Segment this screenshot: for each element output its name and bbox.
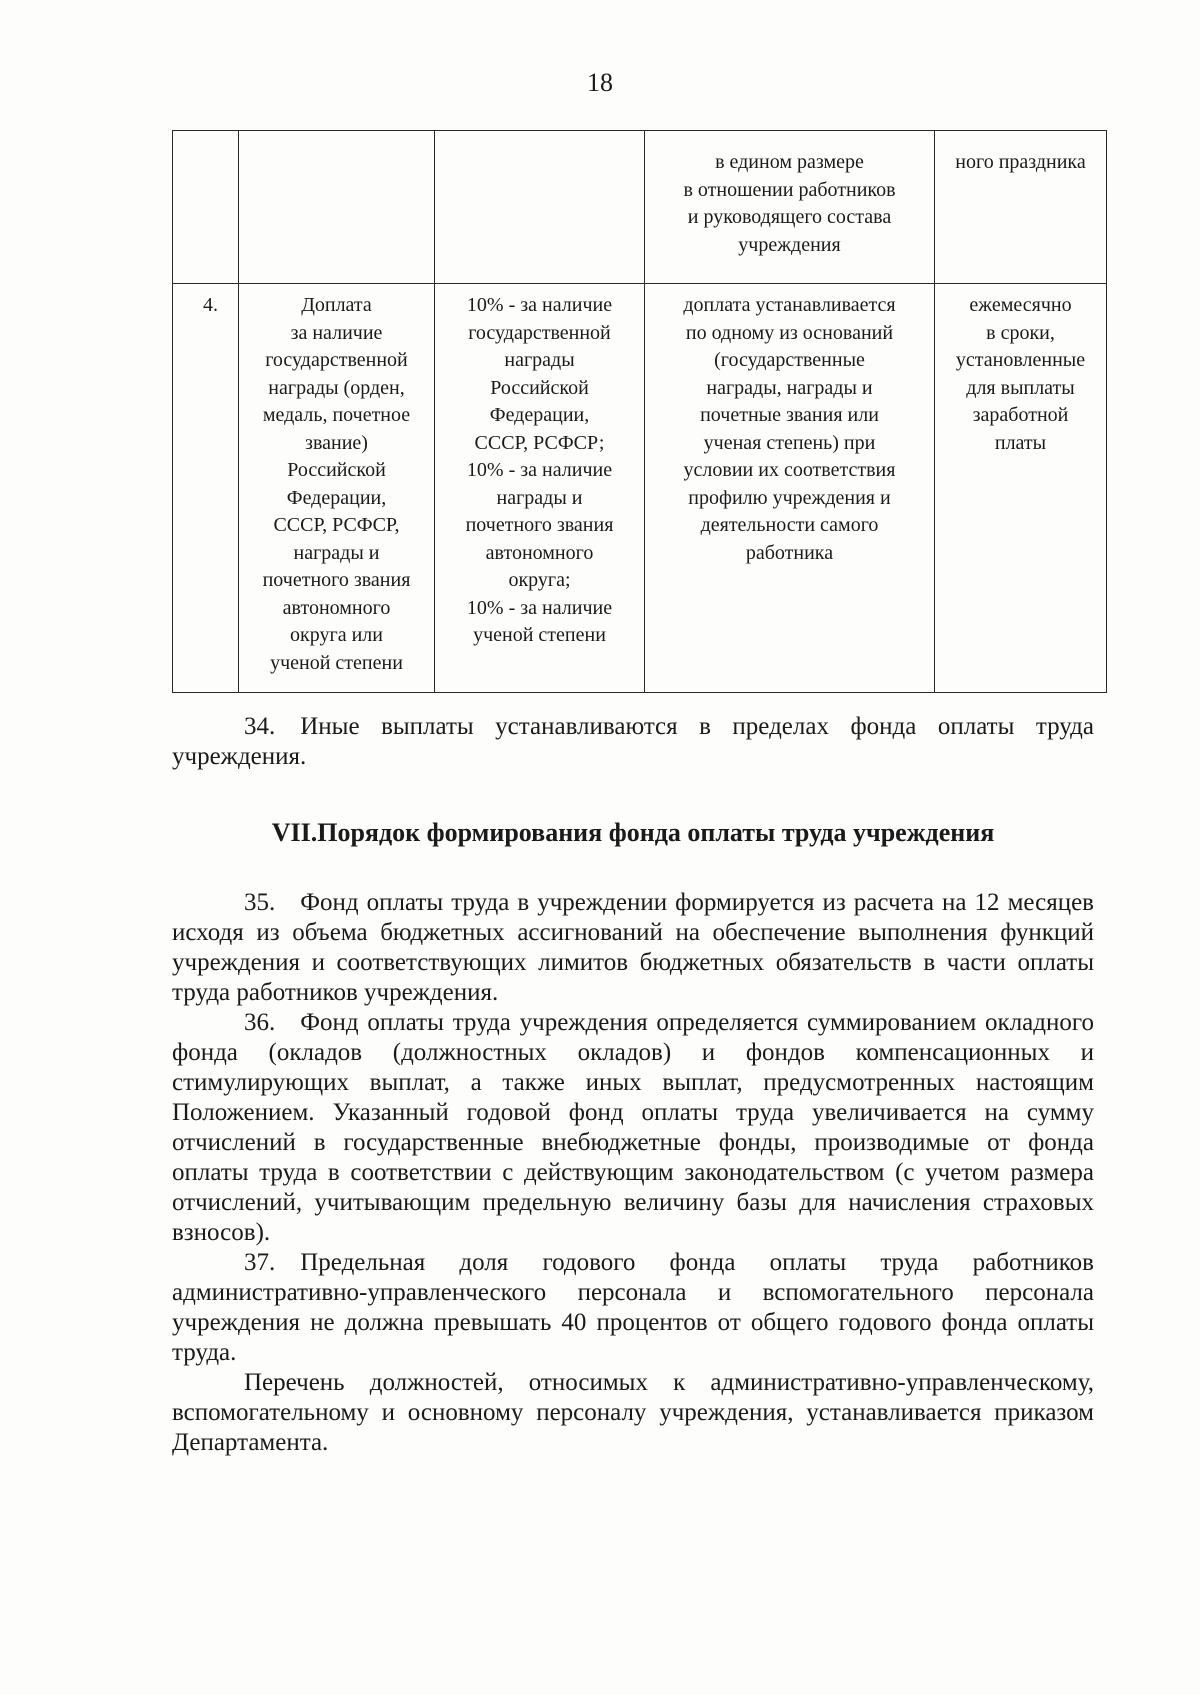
table-cell-terms: ного праздника [935,131,1107,284]
table-cell-num [173,131,239,284]
table-cell-num: 4. [173,284,239,693]
table-cell-conditions: доплата устанавливается по одному из оснований (государственные награды, награды и почетные звания или ученая степень) при условии их соответствия профилю учреждения и деятельности самого работника [645,284,935,693]
paragraph-35: 35. Фонд оплаты труда в учреждении формируется из расчета на 12 месяцев исходя из объема бюджетных ассигнований на обеспечение выполнения функций учреждения и соответствующих лимитов бюджетных обязательств в части оплаты труда работников учреждения. [172,889,1094,1006]
table-cell-name: Доплата за наличие государственной награды (орден, медаль, почетное звание) Российской Федерации, СССР, РСФСР, награды и почетного звания автономного округа или ученой степени [239,284,435,693]
table-cell-conditions: в едином размере в отношении работников и руководящего состава учреждения [645,131,935,284]
table-cell-amount [435,131,645,284]
page-number: 18 [587,68,613,97]
table-cell-amount: 10% - за наличие государственной награды Российской Федерации, СССР, РСФСР; 10% - за наличие награды и почетного звания автономного округа; 10% - за наличие ученой степени [435,284,645,693]
paragraph-36: 36. Фонд оплаты труда учреждения определяется суммированием окладного фонда (окладов (должностных окладов) и фондов компенсационных и стимулирующих выплат, а также иных выплат, предусмотренных настоящим Положением. Указанный годовой фонд оплаты труда увеличивается на сумму отчислений в государственные внебюджетные фонды, производимые от фонда оплаты труда в соответствии с действующим законодательством (с учетом размера отчислений, учитывающим предельную величину базы для начисления страховых взносов). [172,1009,1094,1246]
body-paragraphs [172,888,1094,1458]
table-cell-name [239,131,435,284]
section-title: VII.Порядок формирования фонда оплаты труда учреждения [271,818,995,847]
table-row [173,131,1107,284]
paragraph-list: Перечень должностей, относимых к административно-управленческому, вспомогательному и основному персоналу учреждения, устанавливается приказом Департамента. [172,1369,1094,1456]
paragraph-34 [172,712,1094,772]
payments-table [172,130,1107,693]
table-cell-terms: ежемесячно в сроки, установленные для выплаты заработной платы [935,284,1107,693]
paragraph-34-text: 34. Иные выплаты устанавливаются в пределах фонда оплаты труда учреждения. [172,713,1094,770]
table-row [173,284,1107,693]
paragraph-37: 37. Предельная доля годового фонда оплаты труда работников административно-управленческого персонала и вспомогательного персонала учреждения не должна превышать 40 процентов от общего годового фонда оплаты труда. [172,1249,1094,1366]
